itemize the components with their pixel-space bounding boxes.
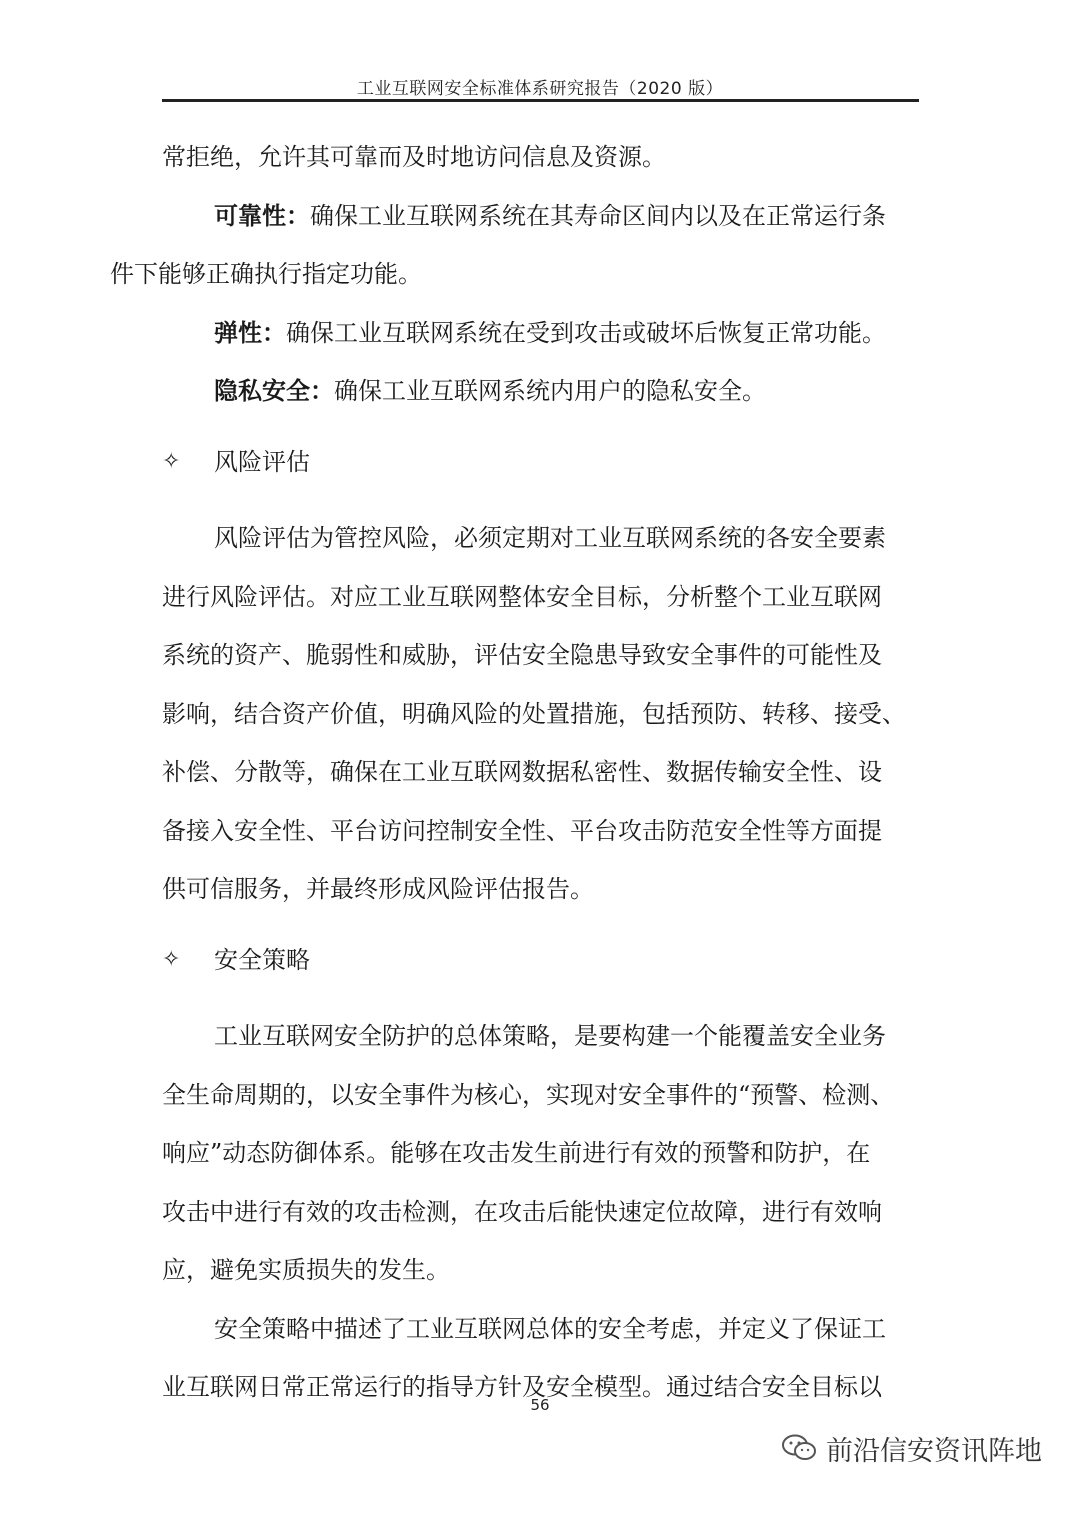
term-privacy: 隐私安全： [214, 377, 334, 405]
section-title: 风险评估 [214, 447, 310, 476]
watermark-text: 前沿信安资讯阵地 [826, 1435, 1042, 1467]
text-line: 补偿、分散等，确保在工业互联网数据私密性、数据传输安全性、设 [162, 758, 882, 786]
text-line: 全生命周期的，以安全事件为核心，实现对安全事件的“预警、检测、 [162, 1080, 895, 1109]
paragraph-privacy [162, 362, 920, 421]
text-line: 供可信服务，并最终形成风险评估报告。 [162, 875, 594, 903]
text-line: 攻击中进行有效的攻击检测，在攻击后能快速定位故障，进行有效响 [162, 1197, 882, 1226]
diamond-bullet-icon: ✧ [162, 448, 181, 474]
paragraph-resilience [162, 304, 920, 363]
diamond-bullet-icon: ✧ [162, 946, 181, 972]
text-line: 影响，结合资产价值，明确风险的处置措施，包括预防、转移、接受、 [162, 699, 906, 728]
text-line: 应，避免实质损失的发生。 [162, 1256, 450, 1284]
watermark [780, 1428, 1042, 1468]
text-line: 风险评估为管控风险，必须定期对工业互联网系统的各安全要素 [214, 524, 886, 552]
paragraph-continuation [162, 128, 920, 187]
page-number: 56 [530, 1396, 550, 1414]
paragraph-reliability [110, 187, 920, 304]
section-heading-risk-assessment [162, 433, 920, 492]
text-line: 响应”动态防御体系。能够在攻击发生前进行有效的预警和防护，在 [162, 1139, 871, 1167]
page-header-title: 工业互联网安全标准体系研究报告（2020 版） [356, 79, 724, 99]
text-line: 确保工业互联网系统内用户的隐私安全。 [334, 377, 766, 405]
section-heading-security-strategy [162, 931, 920, 990]
term-reliability: 可靠性： [214, 201, 310, 230]
text-line: 系统的资产、脆弱性和威胁，评估安全隐患导致安全事件的可能性及 [162, 641, 882, 669]
section-title: 安全策略 [214, 945, 310, 974]
text-line: 工业互联网安全防护的总体策略，是要构建一个能覆盖安全业务 [214, 1022, 886, 1050]
term-resilience: 弹性： [214, 318, 286, 347]
paragraph-security-strategy-1 [162, 1007, 920, 1300]
text-line: 确保工业互联网系统在受到攻击或破坏后恢复正常功能。 [286, 318, 886, 347]
wechat-icon [780, 1433, 818, 1463]
text-line: 件下能够正确执行指定功能。 [110, 260, 422, 288]
header-divider [162, 99, 919, 102]
text-line: 业互联网日常正常运行的指导方针及安全模型。通过结合安全目标以 [162, 1373, 882, 1401]
text-line: 备接入安全性、平台访问控制安全性、平台攻击防范安全性等方面提 [162, 816, 882, 845]
text-line: 进行风险评估。对应工业互联网整体安全目标，分析整个工业互联网 [162, 582, 882, 611]
paragraph-risk-assessment [162, 509, 920, 919]
text-line: 确保工业互联网系统在其寿命区间内以及在正常运行条 [310, 201, 886, 230]
document-body [110, 128, 920, 1417]
text-line: 常拒绝，允许其可靠而及时地访问信息及资源。 [162, 143, 666, 171]
text-line: 安全策略中描述了工业互联网总体的安全考虑，并定义了保证工 [214, 1314, 886, 1343]
